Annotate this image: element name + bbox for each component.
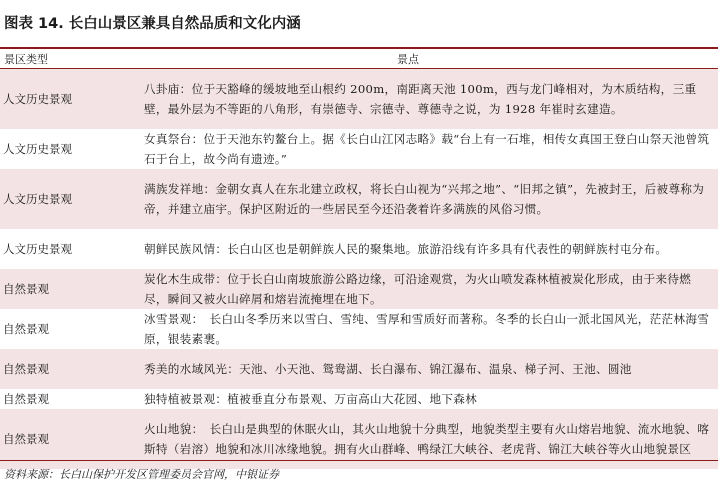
figure-title: 图表 14. 长白山景区兼具自然品质和文化内涵 [4,16,301,32]
table-row [0,309,718,349]
row-type: 自然景观 [3,392,49,406]
table-row [0,389,718,409]
table-row [0,169,718,229]
table-body [0,69,718,469]
row-description: 火山地貌： 长白山是典型的休眠火山，其火山地貌十分典型，地貌类型主要有火山熔岩地貌、流水地貌、喀斯特（岩溶）地貌和冰川冰缘地貌。拥有火山群峰、鸭绿江大峡谷、老虎背、锦江大峡谷等火山地貌景区 [144,422,710,456]
row-description: 冰雪景观： 长白山冬季历来以雪白、雪纯、雪厚和雪质好而著称。冬季的长白山一派北国风光，茫茫林海雪原，银装素裹。 [144,312,710,346]
row-type: 人文历史景观 [3,242,72,256]
footer-rule [0,460,718,461]
row-type: 人文历史景观 [3,192,72,206]
column-header-attraction: 景点 [397,52,419,66]
table-row [0,269,718,309]
row-description: 独特植被景观：植被垂直分布景观、万亩高山大花园、地下森林 [144,392,478,406]
row-type: 自然景观 [3,282,49,296]
column-header-type: 景区类型 [4,52,48,66]
row-description: 女真祭台：位于天池东钓鳌台上。据《长白山江冈志略》载“台上有一石堆，相传女真国王登白山祭天池曾筑石于台上，故今尚有遗迹。” [144,132,710,166]
table-row [0,229,718,269]
table-row [0,69,718,129]
table-header [0,49,718,68]
row-description: 满族发祥地：金朝女真人在东北建立政权，将长白山视为“兴邦之地”、“旧邦之镇”，先被封王，后被尊称为帝，并建立庙宇。保护区附近的一些居民至今还沿袭着许多满族的风俗习惯。 [144,182,705,216]
row-type: 自然景观 [3,432,49,446]
row-description: 八卦庙：位于天豁峰的缓坡地至山根约 200m，南距离天池 100m，西与龙门峰相对，为木质结构，三重壁，最外层为不等距的八角形，有崇德寺、宗德寺、尊德寺之说，为 1928 年崔时玄建造。 [144,82,697,116]
row-type: 人文历史景观 [3,92,72,106]
source-note: 资料来源：长白山保护开发区管理委员会官网，中银证券 [4,468,279,481]
row-description: 炭化木生成带：位于长白山南坡旅游公路边缘，可沿途观赏，为火山喷发森林植被炭化形成，由于来待燃尽，瞬间又被火山碎屑和熔岩流掩埋在地下。 [144,272,692,306]
table-row [0,129,718,169]
row-type: 人文历史景观 [3,142,72,156]
table-row [0,349,718,389]
row-description: 秀美的水域风光：天池、小天池、鸳鸯湖、长白瀑布、锦江瀑布、温泉、梯子河、王池、圆池 [144,362,632,376]
row-type: 自然景观 [3,322,49,336]
row-description: 朝鲜民族风情：长白山区也是朝鲜族人民的聚集地。旅游沿线有许多具有代表性的朝鲜族村屯分布。 [144,242,668,256]
row-type: 自然景观 [3,362,49,376]
